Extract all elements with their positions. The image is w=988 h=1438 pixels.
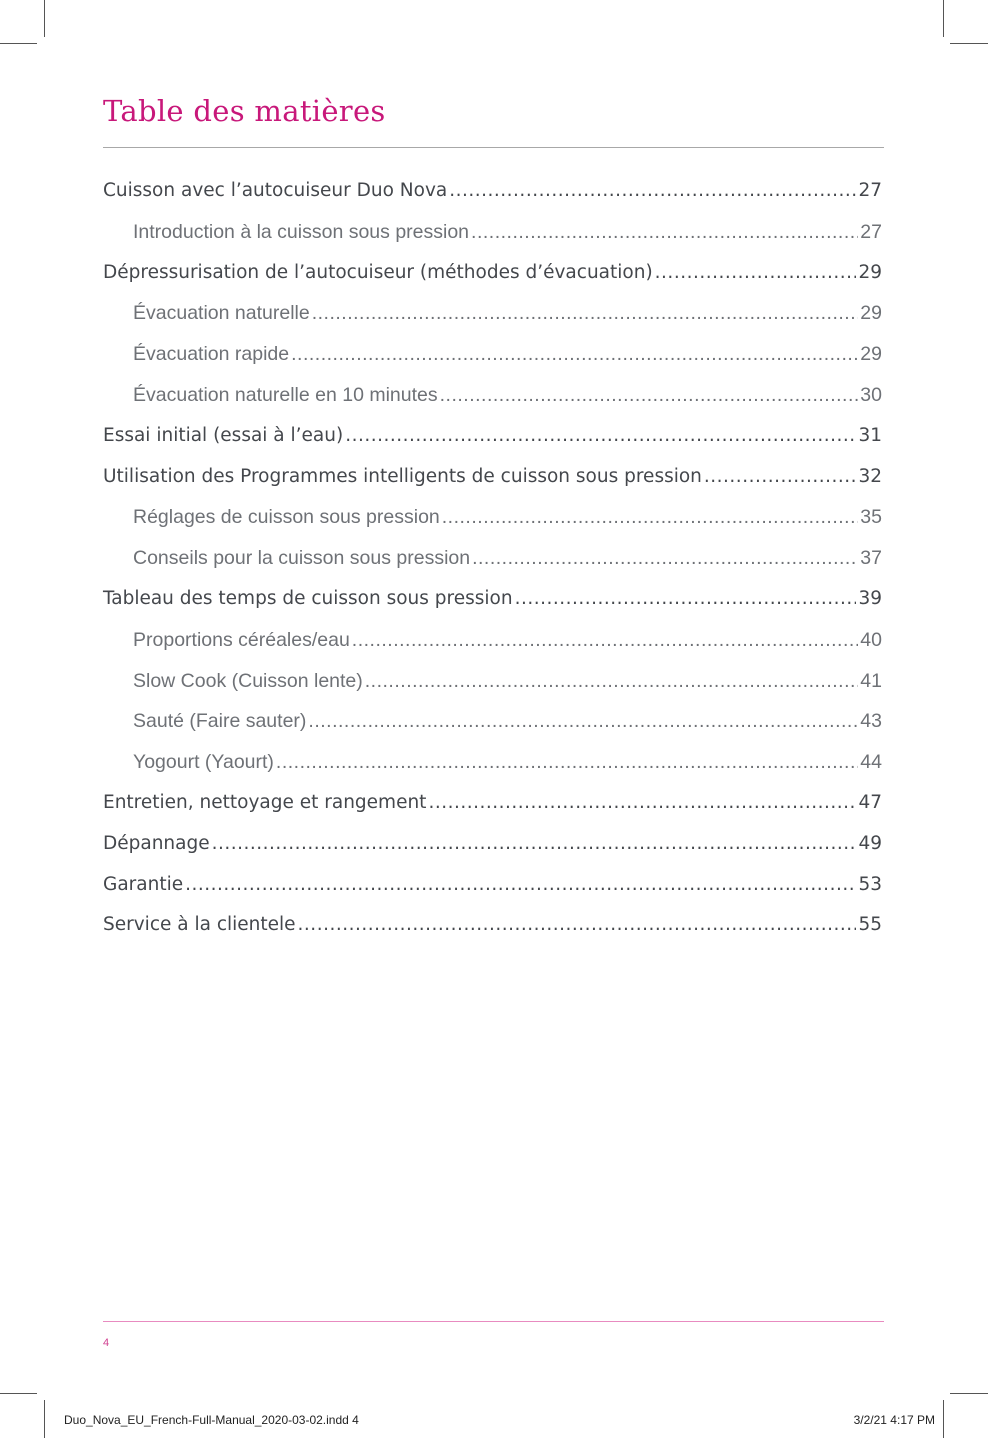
toc-entry[interactable] xyxy=(103,792,882,833)
toc-entry-label: Garantie xyxy=(103,873,184,895)
toc-entry[interactable] xyxy=(103,384,882,425)
toc-entry[interactable] xyxy=(103,506,882,547)
toc-entry-label: Dépannage xyxy=(103,832,210,854)
toc-entry-label: Dépressurisation de l’autocuiseur (méthodes d’évacuation) xyxy=(103,261,653,283)
page-title: Table des matières xyxy=(103,94,386,128)
toc-entry[interactable] xyxy=(103,547,882,588)
toc-entry-label: Proportions céréales/eau xyxy=(133,628,350,651)
toc-entry-label: Cuisson avec l’autocuiseur Duo Nova xyxy=(103,180,448,201)
toc-entry[interactable] xyxy=(103,221,882,262)
toc-entry[interactable] xyxy=(103,466,882,507)
toc-entry-page: 55 xyxy=(858,914,882,936)
dot-leader xyxy=(212,833,857,854)
toc-entry-label: Sauté (Faire sauter) xyxy=(133,710,307,733)
toc-entry-page: 29 xyxy=(860,343,882,366)
toc-entry-label: Introduction à la cuisson sous pression xyxy=(133,220,470,243)
toc-entry-page: 35 xyxy=(860,506,882,529)
dot-leader xyxy=(298,914,857,935)
dot-leader xyxy=(449,180,856,201)
crop-mark xyxy=(0,1393,37,1394)
dot-leader xyxy=(704,466,857,487)
toc-entry[interactable] xyxy=(103,833,882,874)
dot-leader xyxy=(291,343,858,366)
dot-leader xyxy=(428,792,856,813)
dot-leader xyxy=(655,262,857,283)
crop-mark xyxy=(943,0,944,37)
dot-leader xyxy=(440,384,859,407)
footer-divider xyxy=(103,1321,884,1322)
toc-entry[interactable] xyxy=(103,629,882,670)
toc-entry-label: Conseils pour la cuisson sous pression xyxy=(133,547,471,570)
dot-leader xyxy=(442,506,859,529)
toc-entry[interactable] xyxy=(103,425,882,466)
crop-mark xyxy=(943,1400,944,1438)
crop-mark xyxy=(0,43,37,44)
toc-entry[interactable] xyxy=(103,343,882,384)
toc-entry-label: Entretien, nettoyage et rangement xyxy=(103,791,427,813)
crop-mark xyxy=(44,0,45,37)
page-number: 4 xyxy=(103,1337,110,1349)
dot-leader xyxy=(345,425,856,446)
toc-entry-page: 29 xyxy=(860,302,882,325)
toc-entry[interactable] xyxy=(103,914,882,955)
crop-mark xyxy=(950,43,988,44)
crop-mark xyxy=(44,1400,45,1438)
toc-entry-page: 43 xyxy=(860,710,882,733)
toc-entry-page: 47 xyxy=(858,791,882,813)
slug-filename: Duo_Nova_EU_French-Full-Manual_2020-03-02.indd 4 xyxy=(64,1413,359,1427)
toc-entry-page: 27 xyxy=(858,180,882,201)
slug-date: 3/2/21 4:17 PM xyxy=(853,1413,935,1427)
dot-leader xyxy=(185,874,856,895)
toc-entry[interactable] xyxy=(103,874,882,915)
toc-entry-page: 41 xyxy=(860,669,882,692)
dot-leader xyxy=(352,629,859,652)
toc-entry-page: 31 xyxy=(858,424,882,446)
toc-entry-page: 30 xyxy=(860,383,882,406)
toc-entry[interactable] xyxy=(103,588,882,629)
toc-entry-label: Évacuation naturelle en 10 minutes xyxy=(133,383,438,406)
dot-leader xyxy=(472,547,858,570)
toc-entry-label: Essai initial (essai à l’eau) xyxy=(103,424,344,446)
toc-entry-label: Évacuation naturelle xyxy=(133,302,310,325)
toc-entry-page: 27 xyxy=(860,220,882,243)
dot-leader xyxy=(276,751,858,774)
toc-entry-page: 53 xyxy=(858,873,882,895)
toc-entry[interactable] xyxy=(103,670,882,711)
toc-entry-page: 40 xyxy=(860,628,882,651)
toc-entry-page: 29 xyxy=(858,261,882,283)
toc-entry-label: Utilisation des Programmes intelligents de cuisson sous pression xyxy=(103,465,702,487)
toc-entry-label: Évacuation rapide xyxy=(133,343,290,366)
dot-leader xyxy=(471,221,858,244)
toc-entry-label: Service à la clientele xyxy=(103,914,296,936)
dot-leader xyxy=(312,302,859,325)
toc-entry-label: Yogourt (Yaourt) xyxy=(133,751,274,774)
toc-entry[interactable] xyxy=(103,180,882,221)
title-divider xyxy=(103,147,884,148)
toc-entry-page: 39 xyxy=(858,587,882,609)
dot-leader xyxy=(308,710,858,733)
table-of-contents xyxy=(103,180,882,955)
toc-entry[interactable] xyxy=(103,302,882,343)
toc-entry-page: 32 xyxy=(858,465,882,487)
toc-entry-page: 37 xyxy=(860,547,882,570)
toc-entry-label: Réglages de cuisson sous pression xyxy=(133,506,440,529)
crop-mark xyxy=(950,1393,988,1394)
toc-entry-label: Tableau des temps de cuisson sous pression xyxy=(103,587,513,609)
toc-entry[interactable] xyxy=(103,710,882,751)
toc-entry-page: 44 xyxy=(860,751,882,774)
toc-entry[interactable] xyxy=(103,751,882,792)
dot-leader xyxy=(365,670,859,693)
toc-entry-label: Slow Cook (Cuisson lente) xyxy=(133,669,363,692)
dot-leader xyxy=(515,588,857,609)
toc-entry-page: 49 xyxy=(858,832,882,854)
toc-entry[interactable] xyxy=(103,262,882,303)
